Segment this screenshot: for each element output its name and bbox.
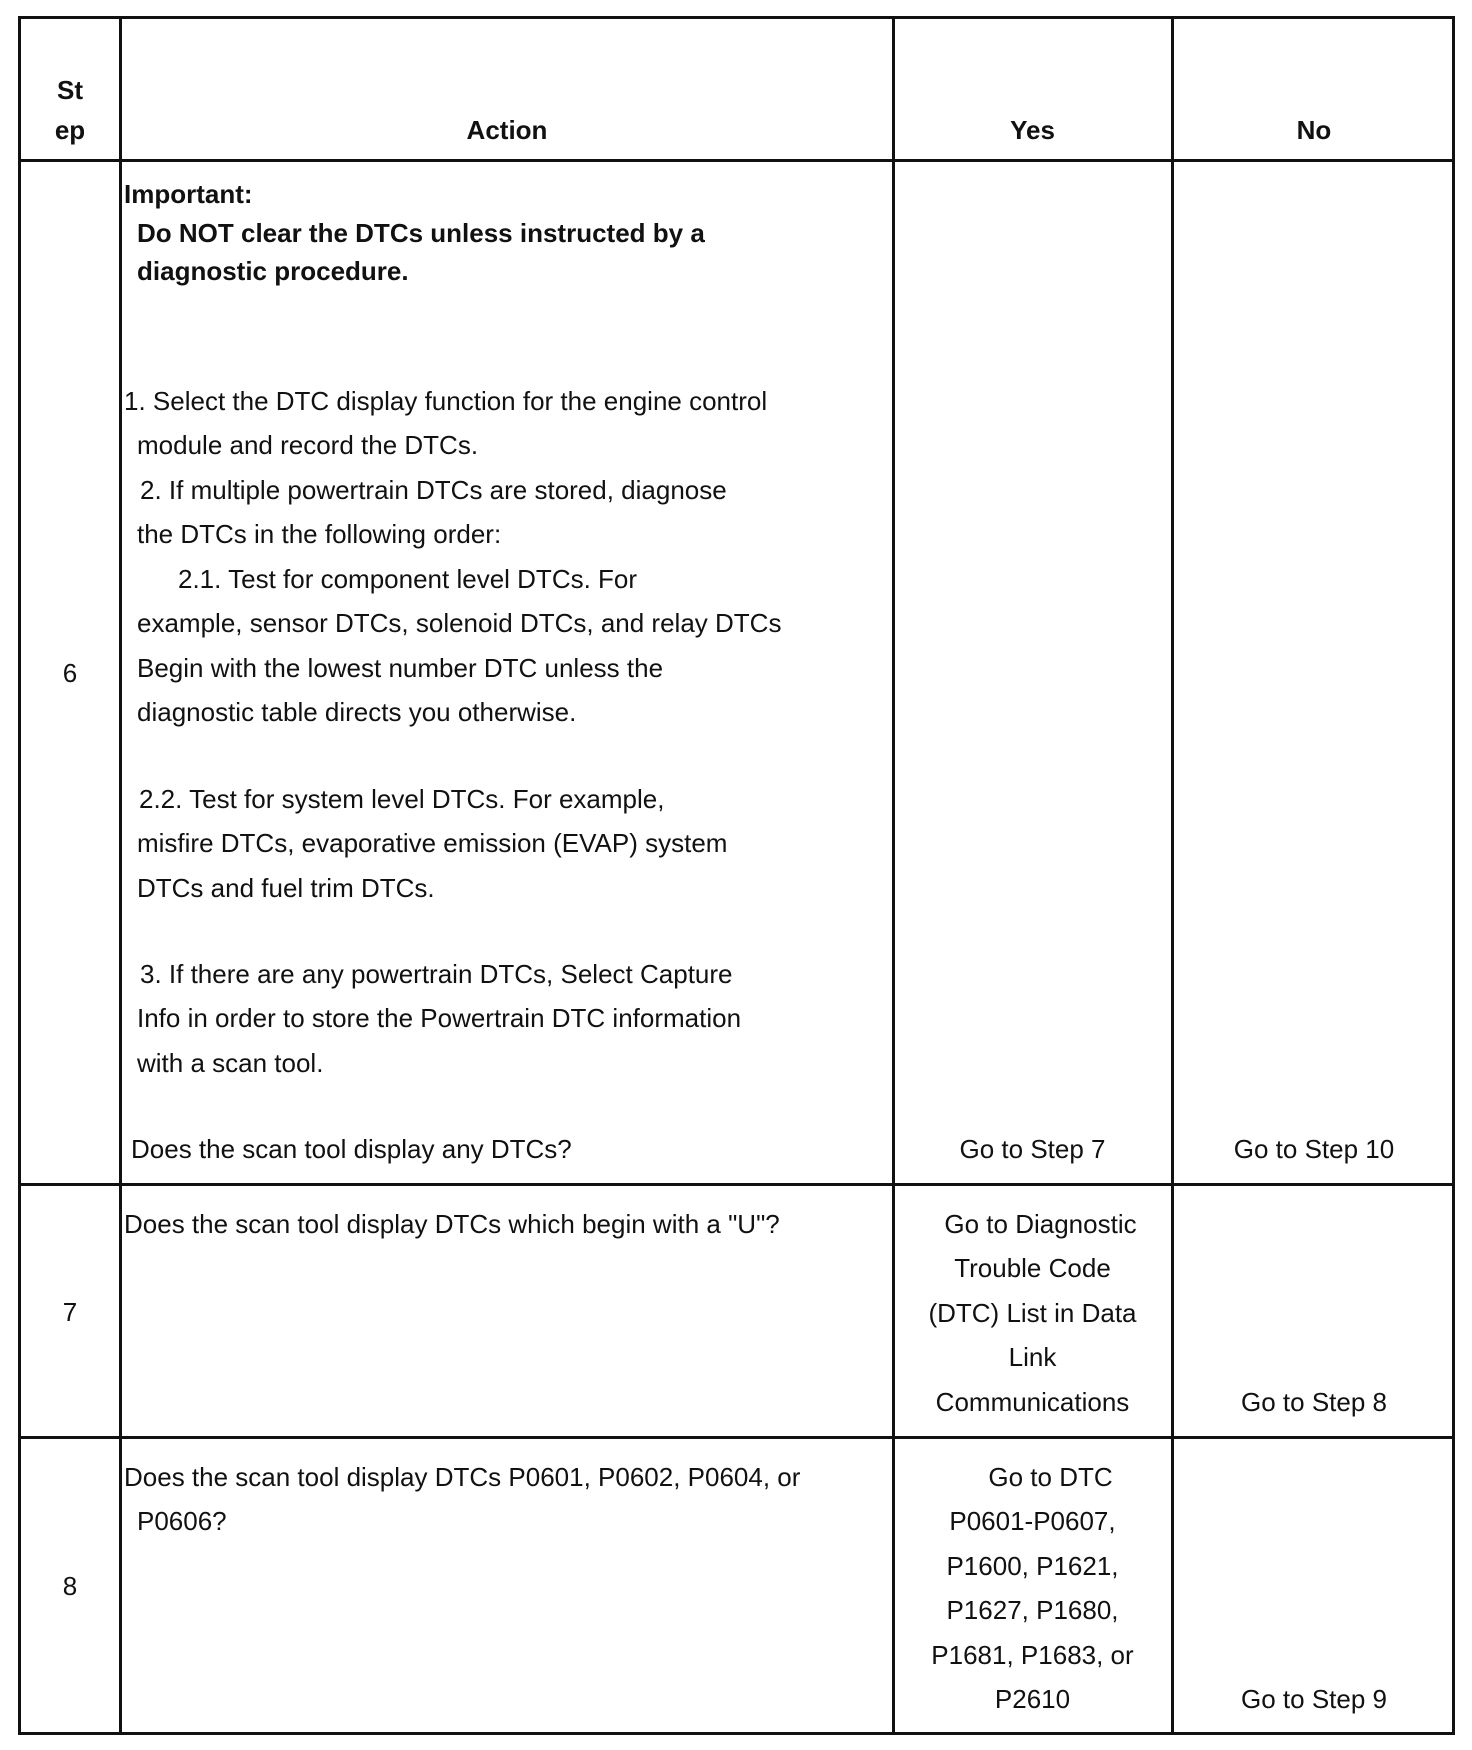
action-line: the DTCs in the following order: (137, 519, 502, 549)
yes-result-line: P0601-P0607, (949, 1506, 1116, 1536)
action-line: 1. Select the DTC display function for the engine control (124, 386, 768, 416)
header-divider (18, 159, 1455, 162)
question: Does the scan tool display DTCs which begin with a "U"? (124, 1209, 780, 1239)
yes-result-line: P1600, P1621, (946, 1551, 1119, 1581)
yes-result: Go to Step 7 (959, 1134, 1106, 1164)
action-line: example, sensor DTCs, solenoid DTCs, and relay DTCs (137, 608, 782, 638)
important-label: Important: (124, 179, 253, 209)
table-border-top (18, 16, 1455, 19)
yes-result-line: Trouble Code (954, 1253, 1111, 1283)
col-divider-step-action (119, 16, 122, 1735)
action-line: with a scan tool. (137, 1048, 324, 1078)
yes-result-line: Communications (935, 1387, 1130, 1417)
yes-result-line: Link (1008, 1342, 1057, 1372)
action-line: Begin with the lowest number DTC unless the (137, 653, 664, 683)
action-line: 3. If there are any powertrain DTCs, Select Capture (140, 959, 733, 989)
action-line: 2. If multiple powertrain DTCs are stored, diagnose (140, 475, 727, 505)
question: Does the scan tool display any DTCs? (131, 1134, 572, 1164)
action-line: diagnostic table directs you otherwise. (137, 697, 577, 727)
step-number: 6 (62, 658, 78, 688)
action-line: 2.1. Test for component level DTCs. For (178, 564, 638, 594)
no-result: Go to Step 10 (1233, 1134, 1395, 1164)
header-step-line1: St (57, 75, 83, 105)
step-number: 7 (62, 1297, 78, 1327)
table-border-right (1452, 16, 1455, 1735)
important-note-line: Do NOT clear the DTCs unless instructed by a (137, 218, 705, 248)
action-line: Info in order to store the Powertrain DTC information (137, 1003, 742, 1033)
yes-result-line: P2610 (994, 1684, 1071, 1714)
action-line: module and record the DTCs. (137, 430, 479, 460)
yes-result-line: P1627, P1680, (946, 1595, 1119, 1625)
row-divider-6-7 (18, 1183, 1455, 1186)
table-border-bottom (18, 1732, 1455, 1735)
table-border-left (18, 16, 21, 1735)
col-divider-yes-no (1171, 16, 1174, 1735)
header-yes: Yes (1010, 115, 1055, 145)
question-line: P0606? (137, 1506, 227, 1536)
question-line: Does the scan tool display DTCs P0601, P0602, P0604, or (124, 1462, 801, 1492)
no-result: Go to Step 9 (1241, 1684, 1387, 1714)
row-divider-7-8 (18, 1436, 1455, 1439)
action-line: misfire DTCs, evaporative emission (EVAP) system (137, 828, 728, 858)
yes-result-line: (DTC) List in Data (928, 1298, 1137, 1328)
action-line: DTCs and fuel trim DTCs. (137, 873, 435, 903)
yes-result-line: Go to Diagnostic (944, 1209, 1137, 1239)
action-line: 2.2. Test for system level DTCs. For example, (139, 784, 665, 814)
header-step-line2: ep (54, 115, 86, 145)
step-number: 8 (62, 1571, 78, 1601)
important-note-line: diagnostic procedure. (137, 256, 409, 286)
yes-result-line: P1681, P1683, or (931, 1640, 1134, 1670)
no-result: Go to Step 8 (1241, 1387, 1387, 1417)
header-action: Action (466, 115, 548, 145)
header-no: No (1296, 115, 1332, 145)
yes-result-line: Go to DTC (988, 1462, 1113, 1492)
